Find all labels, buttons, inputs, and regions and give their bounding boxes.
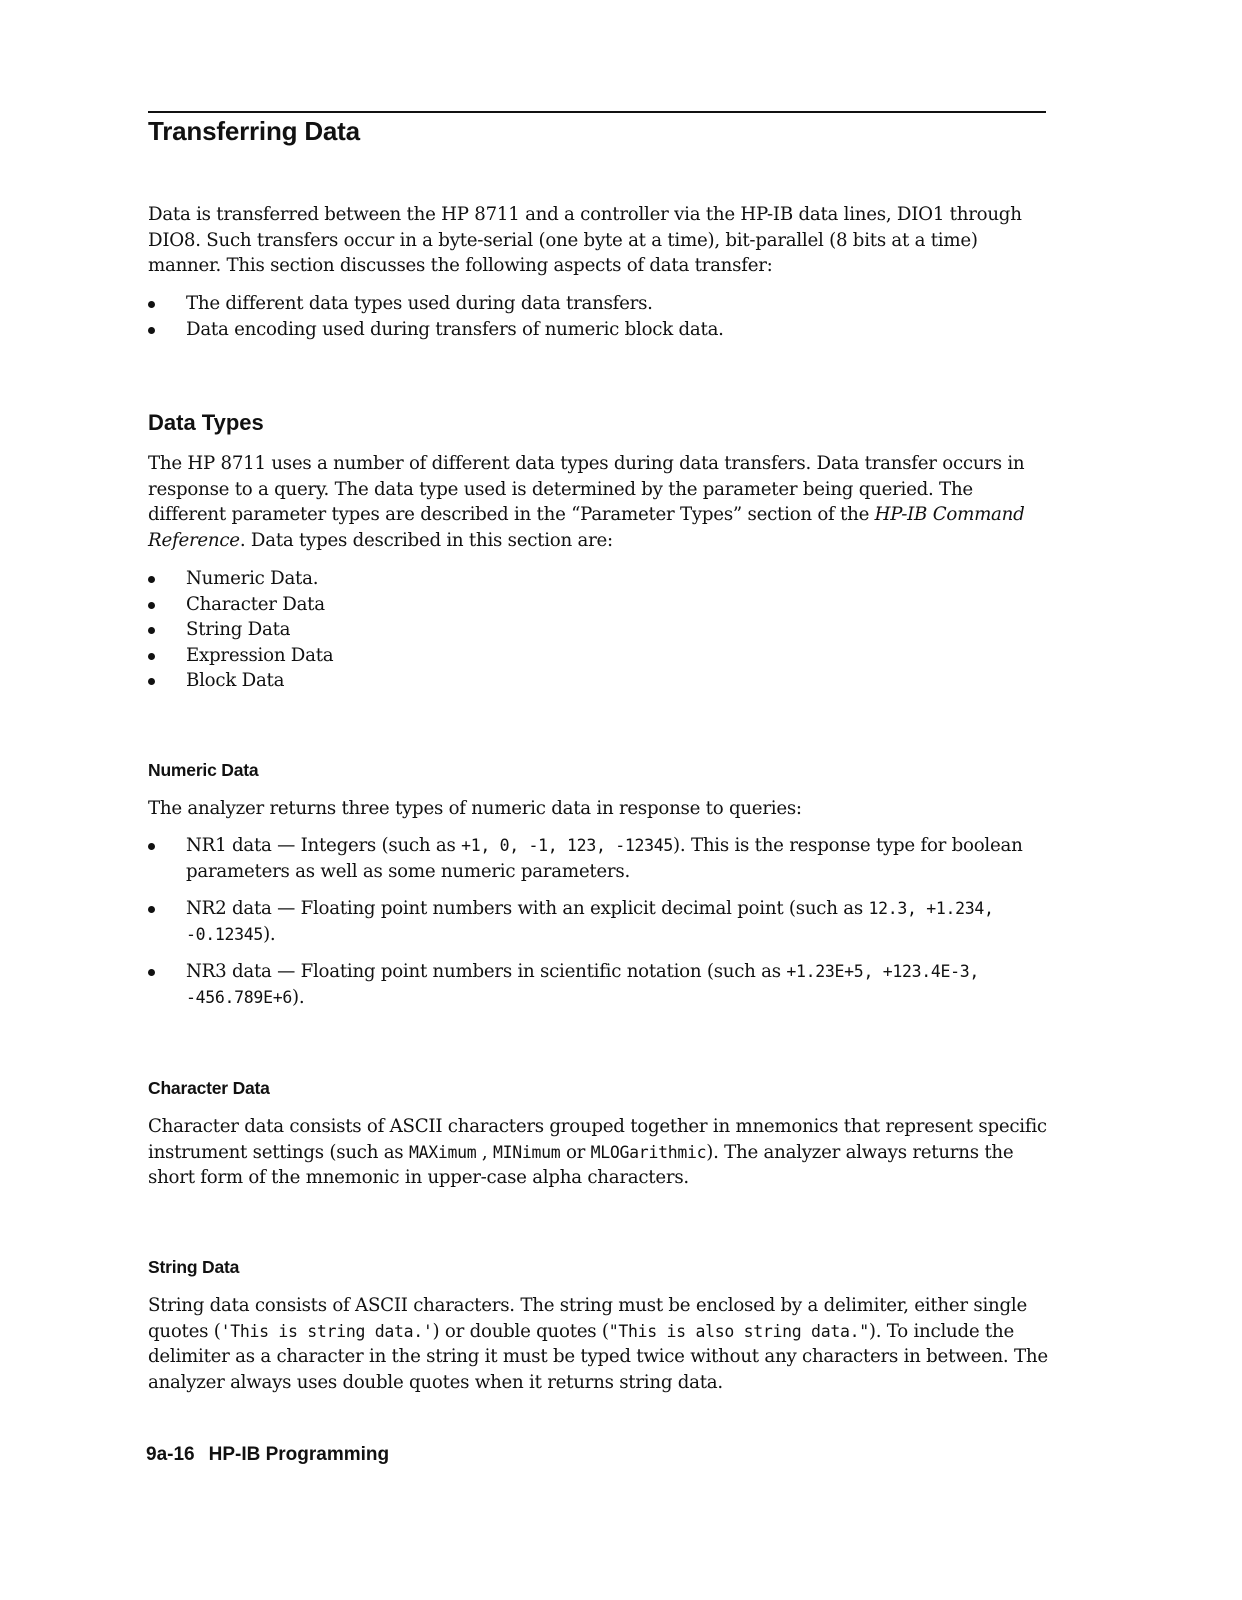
- subsection-heading-character: Character Data: [148, 1078, 270, 1098]
- list-item-nr2: NR2 data — Floating point numbers with an explicit decimal point (such as 12.3, +1.234, -0.12345).: [148, 896, 1048, 947]
- numeric-list: [148, 833, 1048, 1022]
- list-item: String Data: [148, 617, 1048, 643]
- string-paragraph: String data consists of ASCII characters. The string must be enclosed by a delimiter, either single quotes ('This is string data.') or double quotes ("This is also string data."). To include the delimiter as a character in the string it must be typed twice without any characters in between. The analyzer always uses double quotes when it returns string data.: [148, 1295, 1048, 1394]
- page-footer: [146, 1444, 389, 1466]
- character-paragraph: Character data consists of ASCII characters grouped together in mnemonics that represent specific instrument settings (such as MAXimum , MINimum or MLOGarithmic). The analyzer always returns the short form of the mnemonic in upper-case alpha characters.: [148, 1116, 1047, 1189]
- intro-list: [148, 291, 1048, 342]
- list-item: Block Data: [148, 668, 1048, 694]
- page-title: Transferring Data: [148, 116, 360, 146]
- data-types-paragraph: The HP 8711 uses a number of different data types during data transfers. Data transfer occurs in response to a query. The data type used is determined by the parameter being queried. The different parameter types are described in the “Parameter Types” section of the HP-IB Command Reference. Data types described in this section are:: [148, 453, 1025, 552]
- list-item: Numeric Data.: [148, 566, 1048, 592]
- numeric-intro: The analyzer returns three types of numeric data in response to queries:: [148, 798, 802, 819]
- header-rule: [148, 111, 1046, 113]
- section-heading-data-types: Data Types: [148, 410, 264, 435]
- footer-section: HP-IB Programming: [208, 1444, 390, 1465]
- intro-paragraph: Data is transferred between the HP 8711 and a controller via the HP-IB data lines, DIO1 through DIO8. Such transfers occur in a byte-serial (one byte at a time), bit-parallel (8 bits at a time) manner. This section discusses the following aspects of data transfer:: [148, 204, 1022, 277]
- list-item-nr3: NR3 data — Floating point numbers in scientific notation (such as +1.23E+5, +123.4E-3, -456.789E+6).: [148, 959, 1048, 1010]
- list-item: Character Data: [148, 592, 1048, 618]
- page-number: 9a-16: [146, 1444, 195, 1465]
- list-item: Data encoding used during transfers of numeric block data.: [148, 317, 1048, 343]
- list-item-nr1: NR1 data — Integers (such as +1, 0, -1, 123, -12345). This is the response type for boolean parameters as well as some numeric parameters.: [148, 833, 1048, 884]
- reference-title: HP-IB Command Reference: [148, 504, 1025, 552]
- subsection-heading-string: String Data: [148, 1257, 240, 1277]
- list-item: The different data types used during data transfers.: [148, 291, 1048, 317]
- list-item: Expression Data: [148, 643, 1048, 669]
- data-types-list: [148, 566, 1048, 694]
- subsection-heading-numeric: Numeric Data: [148, 760, 259, 780]
